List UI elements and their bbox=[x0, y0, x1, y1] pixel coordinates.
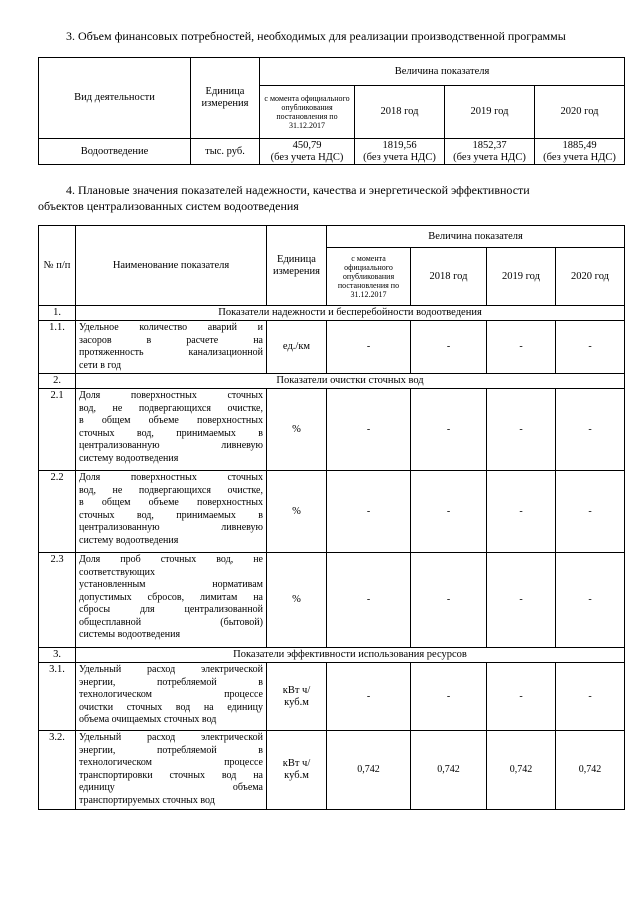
value-cell: - bbox=[327, 553, 411, 648]
indicator-name-line: в общем объеме поверхностных bbox=[79, 415, 263, 426]
indicator-name-line: Доля поверхностных сточных bbox=[79, 390, 263, 401]
col-value-header: Величина показателя bbox=[260, 58, 625, 86]
indicator-name-line: в общем объеме поверхностных bbox=[79, 497, 263, 508]
indicator-name-line: установленным нормативам bbox=[79, 579, 263, 590]
value-cell: 0,742 bbox=[411, 731, 487, 810]
vat-note: (без учета НДС) bbox=[270, 151, 344, 163]
indicator-name bbox=[76, 731, 267, 810]
indicator-name-line: технологическом процессе bbox=[79, 757, 263, 768]
indicator-name-line: Доля поверхностных сточных bbox=[79, 472, 263, 483]
indicator-name bbox=[76, 389, 267, 471]
row-number: 3.2. bbox=[39, 731, 76, 810]
unit-cell: % bbox=[267, 471, 327, 553]
table-row bbox=[39, 553, 625, 648]
indicator-name-line: энергии, потребляемой в bbox=[79, 744, 263, 756]
value-cell bbox=[535, 139, 625, 165]
value-cell: - bbox=[487, 389, 556, 471]
table-row bbox=[39, 731, 625, 810]
value-cell: - bbox=[487, 471, 556, 553]
indicator-name-line: энергии, потребляемой в bbox=[79, 676, 263, 688]
period-header: 2020 год bbox=[556, 248, 625, 306]
row-number: 2. bbox=[39, 374, 76, 389]
indicator-name-line: системы водоотведения bbox=[79, 629, 181, 640]
indicators-table bbox=[38, 225, 625, 810]
row-number: 1. bbox=[39, 306, 76, 321]
indicator-name-line: транспортируемых сточных вод bbox=[79, 794, 215, 806]
heading-section-4-line1: 4. Плановые значения показателей надежности, качества и энергетической эффективности bbox=[66, 183, 530, 197]
indicator-name bbox=[76, 553, 267, 648]
unit-cell: ед./км bbox=[267, 321, 327, 374]
value-cell: - bbox=[556, 663, 625, 731]
value-cell: - bbox=[411, 389, 487, 471]
indicator-name-line: единицу объема bbox=[79, 782, 263, 793]
indicator-name-line: централизованную ливневую bbox=[79, 440, 263, 451]
table-row bbox=[39, 663, 625, 731]
vat-note: (без учета НДС) bbox=[363, 151, 436, 163]
value-cell: 0,742 bbox=[327, 731, 411, 810]
value-cell: 0,742 bbox=[487, 731, 556, 810]
row-number: 2.2 bbox=[39, 471, 76, 553]
value-cell: 0,742 bbox=[556, 731, 625, 810]
value-cell: - bbox=[487, 663, 556, 731]
period-header: 2018 год bbox=[355, 86, 445, 139]
row-number: 3. bbox=[39, 648, 76, 663]
indicator-name-line: соответствующих bbox=[79, 566, 155, 578]
indicator-name-line: Удельное количество аварий и bbox=[79, 322, 263, 333]
indicator-name-line: очистки сточных вод на единицу bbox=[79, 701, 263, 713]
indicator-name-line: сбросы для централизованной bbox=[79, 604, 263, 615]
col-num-header: № п/п bbox=[39, 226, 76, 306]
table-row bbox=[39, 471, 625, 553]
indicator-name-line: объема очищаемых сточных вод bbox=[79, 714, 217, 725]
value-cell: - bbox=[411, 553, 487, 648]
value-cell bbox=[445, 139, 535, 165]
indicator-name-line: централизованную ливневую bbox=[79, 522, 263, 533]
unit-cell: кВт ч/ куб.м bbox=[267, 663, 327, 731]
row-number: 2.3 bbox=[39, 553, 76, 648]
value-cell: - bbox=[556, 553, 625, 648]
col-activity-header: Вид деятельности bbox=[39, 58, 191, 139]
indicator-name-line: систему водоотведения bbox=[79, 452, 179, 464]
table-row bbox=[39, 321, 625, 374]
row-number: 2.1 bbox=[39, 389, 76, 471]
col-value-header: Величина показателя bbox=[327, 226, 625, 248]
value-cell bbox=[260, 139, 355, 165]
col-name-header: Наименование показателя bbox=[76, 226, 267, 306]
unit-cell: тыс. руб. bbox=[191, 139, 260, 165]
section-row bbox=[39, 374, 625, 389]
indicator-name bbox=[76, 663, 267, 731]
indicator-name-line: Удельный расход электрической bbox=[79, 664, 263, 675]
period-header: 2019 год bbox=[445, 86, 535, 139]
indicator-name-line: Доля проб сточных вод, не bbox=[79, 554, 263, 565]
table-row bbox=[39, 139, 625, 165]
value-cell: - bbox=[556, 321, 625, 374]
indicator-name bbox=[76, 471, 267, 553]
indicator-name-line: Удельный расход электрической bbox=[79, 732, 263, 743]
col-unit-header: Единица измерения bbox=[191, 58, 260, 139]
value-cell: - bbox=[411, 321, 487, 374]
value-cell: - bbox=[327, 471, 411, 553]
activity-cell: Водоотведение bbox=[39, 139, 191, 165]
value-cell: - bbox=[556, 389, 625, 471]
value-cell: - bbox=[487, 553, 556, 648]
indicator-name-line: транспортировки сточных вод на bbox=[79, 769, 263, 781]
section-row bbox=[39, 648, 625, 663]
value-cell: - bbox=[411, 471, 487, 553]
value-cell: - bbox=[327, 389, 411, 471]
section-row bbox=[39, 306, 625, 321]
amount: 450,79 bbox=[292, 139, 322, 151]
section-title: Показатели очистки сточных вод bbox=[76, 374, 625, 389]
value-cell bbox=[355, 139, 445, 165]
indicator-name-line: технологическом процессе bbox=[79, 689, 263, 700]
indicator-name-line: систему водоотведения bbox=[79, 534, 179, 546]
amount: 1819,56 bbox=[382, 139, 417, 151]
section-title: Показатели надежности и бесперебойности водоотведения bbox=[76, 306, 625, 321]
indicator-name-line: общесплавной (бытовой) bbox=[79, 616, 263, 628]
table-row bbox=[39, 389, 625, 471]
value-cell: - bbox=[411, 663, 487, 731]
unit-cell: % bbox=[267, 389, 327, 471]
heading-section-4-line2: объектов централизованных систем водоотведения bbox=[38, 199, 299, 213]
financial-needs-table bbox=[38, 57, 625, 165]
amount: 1852,37 bbox=[472, 139, 507, 151]
period-header: с момента официального опубликования постановления по 31.12.2017 bbox=[327, 248, 411, 306]
indicator-name-line: вод, не подвергающихся очистке, bbox=[79, 402, 263, 414]
unit-cell: кВт ч/ куб.м bbox=[267, 731, 327, 810]
section-title: Показатели эффективности использования ресурсов bbox=[76, 648, 625, 663]
col-unit-header: Единица измерения bbox=[267, 226, 327, 306]
unit-cell: % bbox=[267, 553, 327, 648]
value-cell: - bbox=[327, 663, 411, 731]
indicator-name-line: засоров в расчете на bbox=[79, 334, 263, 346]
indicator-name-line: сточных вод, принимаемых в bbox=[79, 509, 263, 521]
value-cell: - bbox=[487, 321, 556, 374]
row-number: 1.1. bbox=[39, 321, 76, 374]
value-cell: - bbox=[556, 471, 625, 553]
vat-note: (без учета НДС) bbox=[543, 151, 616, 163]
indicator-name-line: вод, не подвергающихся очистке, bbox=[79, 484, 263, 496]
heading-section-3: 3. Объем финансовых потребностей, необходимых для реализации производственной программы bbox=[66, 29, 566, 43]
period-header: с момента официального опубликования постановления по 31.12.2017 bbox=[260, 86, 355, 139]
period-header: 2018 год bbox=[411, 248, 487, 306]
vat-note: (без учета НДС) bbox=[453, 151, 526, 163]
indicator-name-line: допустимых сбросов, лимитам на bbox=[79, 591, 263, 603]
period-header: 2020 год bbox=[535, 86, 625, 139]
indicator-name-line: сточных вод, принимаемых в bbox=[79, 427, 263, 439]
indicator-name-line: сети в год bbox=[79, 359, 122, 371]
amount: 1885,49 bbox=[562, 139, 597, 151]
indicator-name-line: протяженность канализационной bbox=[79, 347, 263, 358]
indicator-name bbox=[76, 321, 267, 374]
period-header: 2019 год bbox=[487, 248, 556, 306]
value-cell: - bbox=[327, 321, 411, 374]
row-number: 3.1. bbox=[39, 663, 76, 731]
